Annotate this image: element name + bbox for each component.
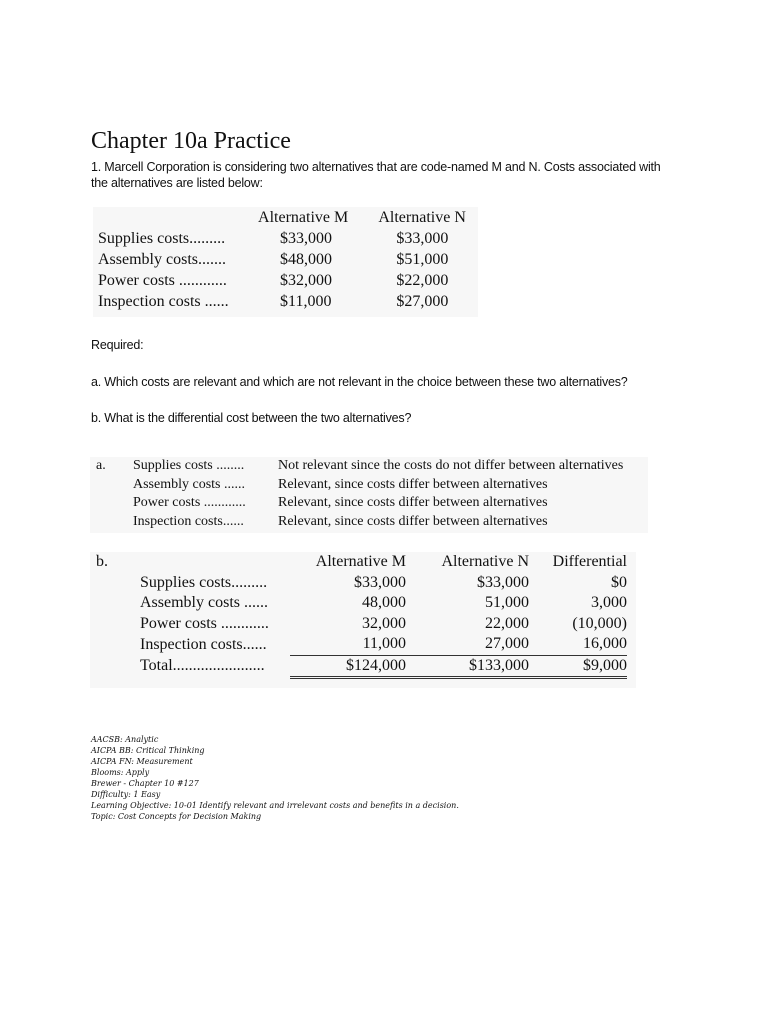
metadata-line: Blooms: Apply bbox=[91, 768, 150, 777]
total-row bbox=[90, 655, 627, 678]
metadata-line: AICPA BB: Critical Thinking bbox=[91, 746, 205, 755]
cell-m: 32,000 bbox=[362, 614, 406, 632]
row-label: Power costs ............ bbox=[140, 614, 269, 632]
cell-m: $11,000 bbox=[280, 292, 332, 310]
header-differential: Differential bbox=[552, 553, 627, 571]
row-label: Inspection costs...... bbox=[133, 513, 244, 529]
cell-m: 11,000 bbox=[290, 634, 406, 655]
metadata-line: Brewer - Chapter 10 #127 bbox=[91, 779, 199, 788]
cell-differential: $0 bbox=[611, 573, 627, 591]
cell-m: $32,000 bbox=[280, 271, 333, 289]
relevance-text: Relevant, since costs differ between alternatives bbox=[278, 495, 548, 511]
answer-marker: b. bbox=[96, 553, 108, 571]
relevance-text: Relevant, since costs differ between alternatives bbox=[278, 513, 548, 529]
row-label: Power costs ............ bbox=[133, 495, 246, 511]
metadata-line: Learning Objective: 10-01 Identify relevant and irrelevant costs and benefits in a decision. bbox=[91, 801, 459, 810]
cell-m: $48,000 bbox=[280, 250, 333, 268]
cost-table-grid bbox=[93, 207, 478, 312]
answer-marker: a. bbox=[96, 458, 106, 474]
cell-m: $33,000 bbox=[280, 229, 333, 247]
answer-a-panel bbox=[90, 457, 648, 533]
relevance-text: Relevant, since costs differ between alternatives bbox=[278, 476, 548, 492]
table-row bbox=[90, 457, 623, 476]
cell-n: $27,000 bbox=[396, 292, 449, 310]
table-row bbox=[93, 270, 478, 291]
answer-a-grid bbox=[90, 457, 623, 531]
table-row bbox=[90, 634, 627, 655]
cell-n: 22,000 bbox=[485, 614, 529, 632]
table-row bbox=[90, 593, 627, 614]
page-title: Chapter 10a Practice bbox=[91, 128, 291, 154]
question-a: a. Which costs are relevant and which are not relevant in the choice between these two alternatives? bbox=[91, 375, 628, 389]
cell-n: $22,000 bbox=[396, 271, 449, 289]
table-row bbox=[90, 513, 623, 532]
table-row bbox=[90, 573, 627, 594]
row-label: Supplies costs......... bbox=[98, 229, 226, 247]
required-label: Required: bbox=[91, 338, 144, 352]
row-label: Assembly costs ...... bbox=[133, 476, 245, 492]
metadata-line: Difficulty: 1 Easy bbox=[91, 790, 161, 799]
table-row bbox=[93, 291, 478, 312]
cell-m: $33,000 bbox=[354, 573, 406, 591]
row-label: Supplies costs ........ bbox=[133, 458, 245, 474]
question-metadata bbox=[91, 734, 459, 822]
cell-n: $33,000 bbox=[396, 229, 449, 247]
cell-n: 51,000 bbox=[485, 594, 529, 612]
row-label: Assembly costs ...... bbox=[140, 594, 268, 612]
row-label: Supplies costs......... bbox=[140, 573, 268, 591]
cell-differential: 16,000 bbox=[529, 634, 627, 655]
row-label: Total....................... bbox=[140, 657, 265, 675]
cell-n: $51,000 bbox=[396, 250, 449, 268]
row-label: Inspection costs...... bbox=[140, 635, 267, 653]
cell-differential: (10,000) bbox=[572, 614, 627, 632]
cell-n: 27,000 bbox=[406, 634, 529, 655]
answer-b-grid bbox=[90, 552, 627, 679]
total-n: $133,000 bbox=[406, 655, 529, 678]
table-row bbox=[90, 614, 627, 635]
relevance-text: Not relevant since the costs do not differ between alternatives bbox=[278, 458, 624, 474]
cell-differential: 3,000 bbox=[591, 594, 627, 612]
header-alternative-m: Alternative M bbox=[315, 553, 406, 571]
metadata-line: Topic: Cost Concepts for Decision Making bbox=[91, 812, 262, 821]
total-differential: $9,000 bbox=[529, 655, 627, 678]
total-m: $124,000 bbox=[290, 655, 406, 678]
header-alternative-n: Alternative N bbox=[378, 208, 466, 226]
row-label: Assembly costs....... bbox=[98, 250, 226, 268]
header-alternative-m: Alternative M bbox=[258, 208, 349, 226]
header-alternative-n: Alternative N bbox=[441, 553, 529, 571]
metadata-line: AACSB: Analytic bbox=[91, 735, 159, 744]
problem-intro: 1. Marcell Corporation is considering two alternatives that are code-named M and N. Costs associated with the alternatives are listed below: bbox=[91, 160, 661, 190]
cell-n: $33,000 bbox=[477, 573, 529, 591]
answer-b-panel bbox=[90, 552, 636, 688]
table-row bbox=[93, 249, 478, 270]
cell-m: 48,000 bbox=[362, 594, 406, 612]
cost-table bbox=[93, 207, 478, 317]
question-b: b. What is the differential cost between the two alternatives? bbox=[91, 411, 412, 425]
row-label: Power costs ............ bbox=[98, 271, 227, 289]
metadata-line: AICPA FN: Measurement bbox=[91, 757, 193, 766]
table-row bbox=[90, 494, 623, 513]
table-row bbox=[93, 228, 478, 249]
row-label: Inspection costs ...... bbox=[98, 292, 229, 310]
table-row bbox=[90, 476, 623, 495]
